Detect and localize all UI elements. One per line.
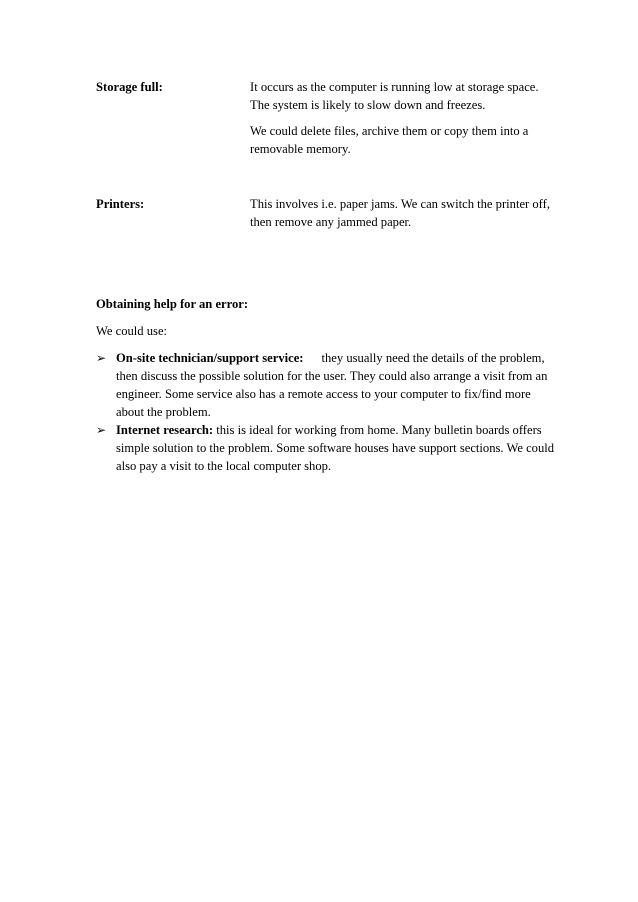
item-text: this is ideal for working from home. Many bulletin boards offers simple solution to the problem. Some software houses have support sections. We could also pay a visit to the local computer shop.	[116, 423, 555, 473]
item-title: Internet research:	[116, 423, 214, 437]
definition-paragraph: It occurs as the computer is running low at storage space. The system is likely to slow down and freezes.	[250, 80, 539, 112]
definition-paragraph: We could delete files, archive them or copy them into a removable memory.	[250, 124, 529, 156]
item-text: they usually need the details of the problem, then discuss the possible solution for the user. They could also arrange a visit from an engineer. Some service also has a remote access to your computer to fix/find more about the problem.	[116, 351, 548, 419]
list-item	[96, 349, 556, 421]
intro-text: We could use:	[96, 324, 168, 338]
item-title: On-site technician/support service:	[116, 351, 304, 365]
arrowhead-bullet-icon: ➢	[96, 423, 107, 437]
term-definition	[250, 78, 550, 166]
term-definition	[250, 195, 550, 239]
term-label: Printers:	[96, 197, 145, 211]
arrowhead-bullet-icon: ➢	[96, 351, 107, 365]
list-item	[96, 421, 556, 475]
help-options-list	[96, 349, 556, 475]
definition-paragraph: This involves i.e. paper jams. We can switch the printer off, then remove any jammed paper.	[250, 197, 550, 229]
term-label: Storage full:	[96, 80, 163, 94]
section-heading: Obtaining help for an error:	[96, 297, 249, 311]
